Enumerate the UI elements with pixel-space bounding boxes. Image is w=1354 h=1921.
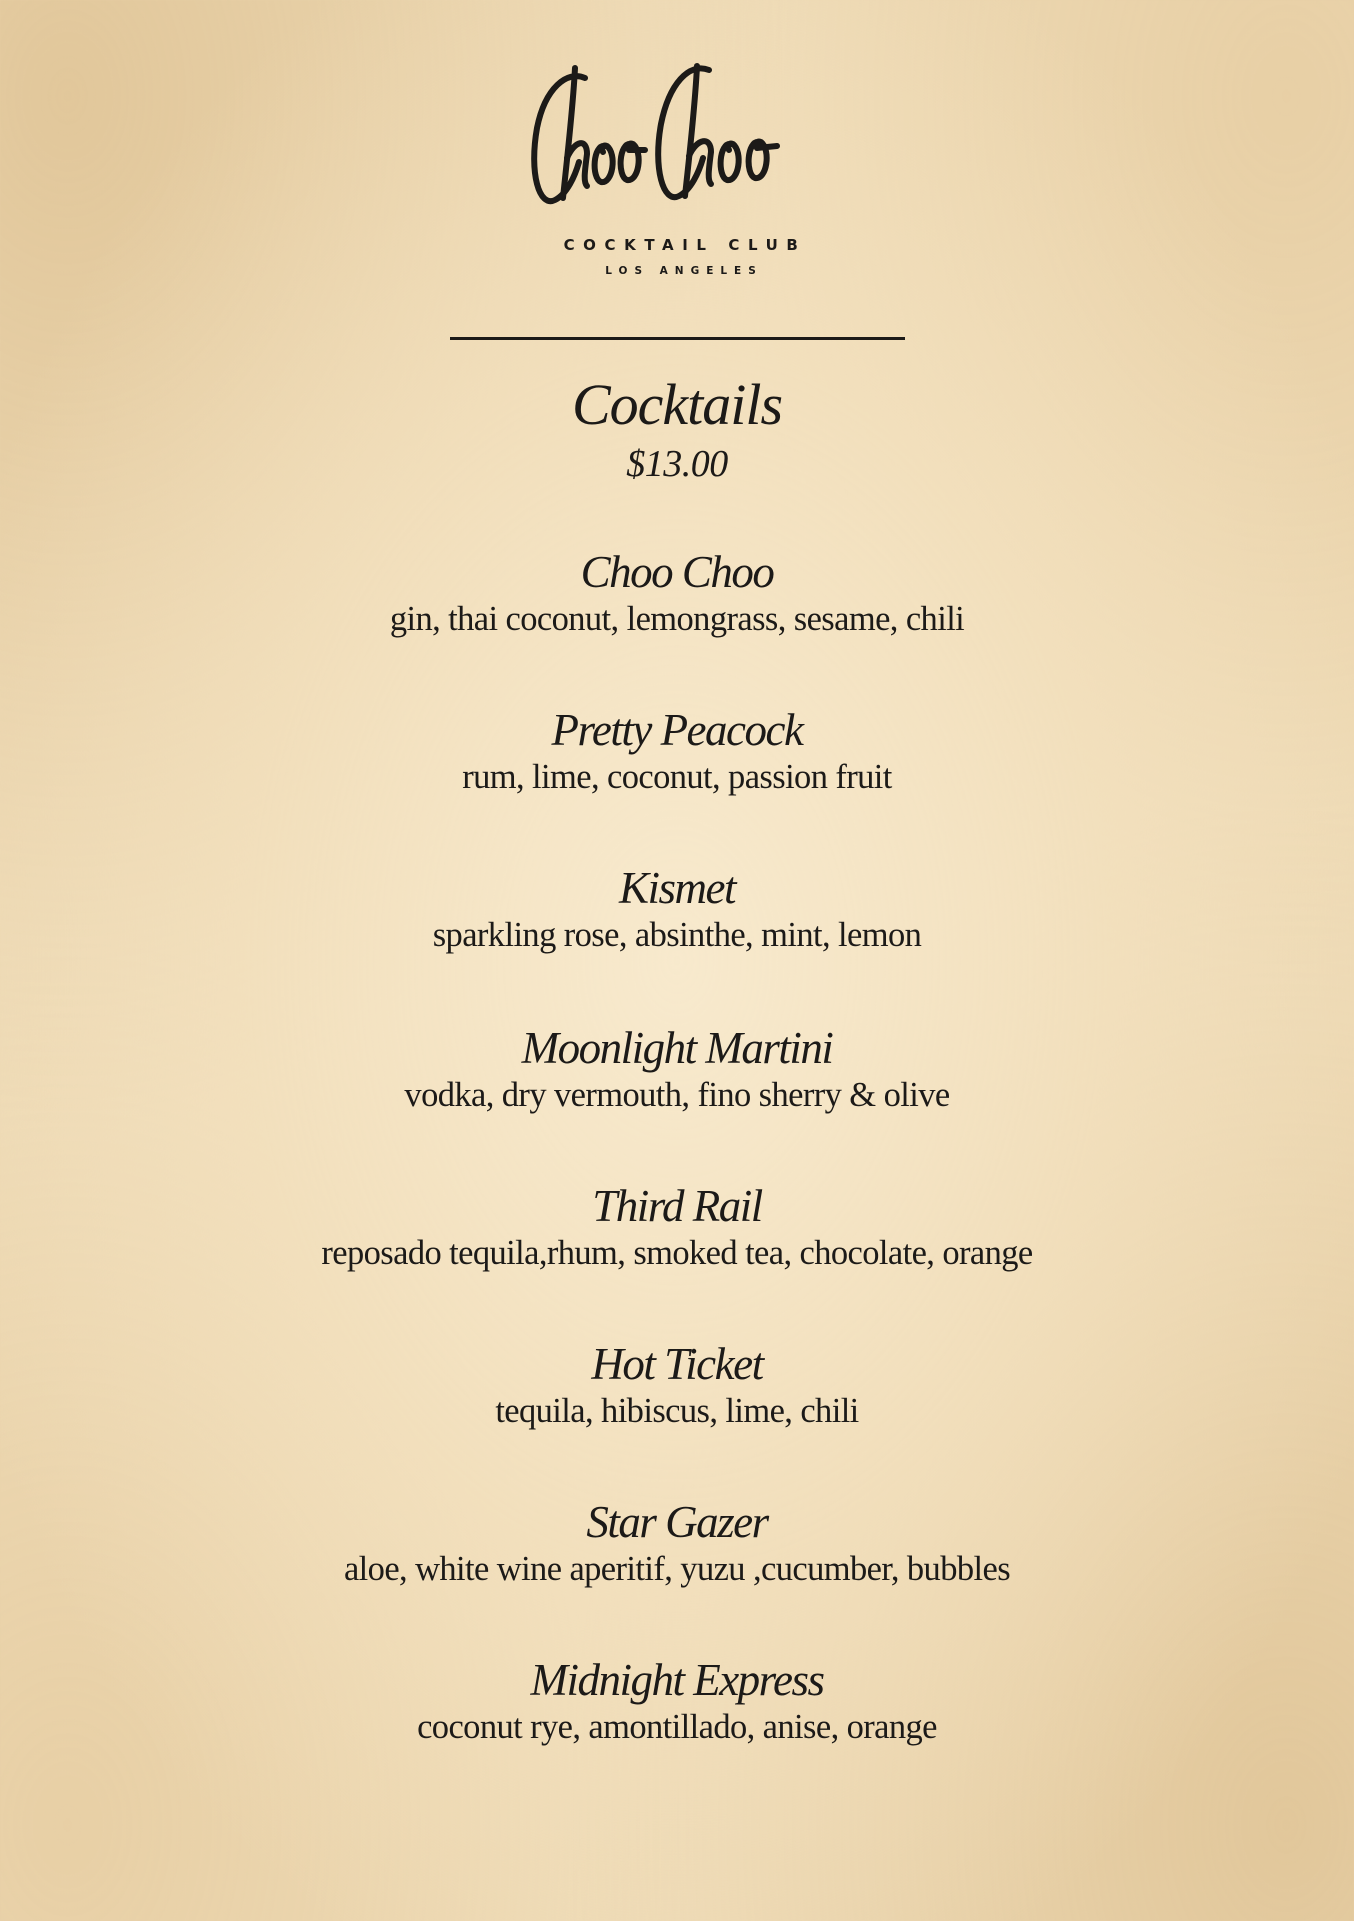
item-description: tequila, hibiscus, lime, chili (495, 1392, 859, 1430)
item-name: Kismet (618, 863, 735, 913)
brand-location: LOS ANGELES (605, 265, 763, 277)
item-name: Pretty Peacock (551, 705, 803, 755)
section-title: Cocktails (571, 372, 783, 437)
menu-item (0, 704, 1354, 798)
item-description: gin, thai coconut, lemongrass, sesame, chili (389, 600, 965, 638)
item-name: Choo Choo (580, 547, 774, 597)
menu-item (0, 1180, 1354, 1274)
menu-item (0, 1022, 1354, 1116)
menu-item (0, 862, 1354, 956)
item-description: sparkling rose, absinthe, mint, lemon (432, 916, 922, 954)
item-name: Midnight Express (530, 1655, 824, 1705)
section-price: $13.00 (626, 443, 728, 485)
header-divider (450, 337, 905, 340)
item-description: rum, lime, coconut, passion fruit (462, 758, 892, 796)
item-name: Hot Ticket (591, 1339, 763, 1389)
menu-item (0, 1338, 1354, 1432)
item-name: Third Rail (592, 1181, 762, 1231)
item-name: Star Gazer (586, 1497, 768, 1547)
item-description: reposado tequila,rhum, smoked tea, chocolate, orange (321, 1234, 1033, 1272)
menu-item (0, 546, 1354, 640)
brand-subtitle: COCKTAIL CLUB (563, 236, 807, 254)
choochoo-logo (527, 58, 829, 218)
menu-item (0, 1496, 1354, 1590)
item-description: coconut rye, amontillado, anise, orange (417, 1708, 937, 1746)
item-description: vodka, dry vermouth, fino sherry & olive (404, 1076, 950, 1114)
item-name: Moonlight Martini (521, 1023, 833, 1073)
script-logo-graphic (527, 58, 829, 218)
menu-item (0, 1654, 1354, 1748)
item-description: aloe, white wine aperitif, yuzu ,cucumber, bubbles (343, 1550, 1011, 1588)
